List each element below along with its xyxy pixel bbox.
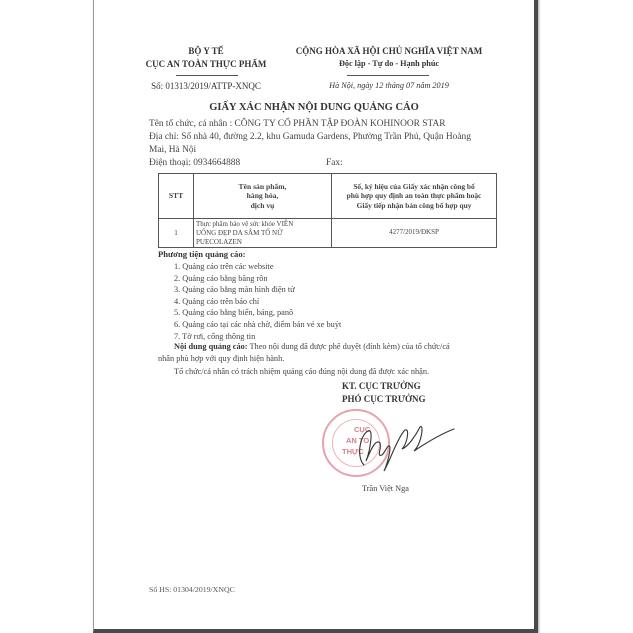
organization-name: Tên tổ chức, cá nhân : CÔNG TY CỔ PHẦN TẬP ĐOÀN KOHINOOR STAR: [149, 119, 446, 129]
signer-name: Trần Việt Nga: [362, 484, 409, 493]
signer-title: KT. CỤC TRƯỞNG: [342, 381, 421, 391]
list-item: 4. Quảng cáo trên báo chí: [174, 296, 260, 306]
responsibility-statement: Tổ chức/cá nhân có trách nhiệm quảng cáo đúng nội dung đã được xác nhận.: [174, 367, 430, 376]
media-list: [174, 261, 341, 342]
header-left-rule: [176, 75, 238, 76]
header-product: [194, 174, 332, 219]
organization-address-line1: Địa chỉ: Số nhà 40, đường 2.2, khu Gamuda Gardens, Phường Trần Phú, Quận Hoàng: [149, 132, 471, 142]
signer-subtitle: PHÓ CỤC TRƯỞNG: [342, 394, 426, 404]
list-item: 1. Quảng cáo trên các website: [174, 262, 274, 271]
list-item: 3. Quảng cáo bằng màn hình điện tử: [174, 285, 295, 295]
organization-fax: Fax:: [326, 158, 343, 168]
file-number: Số HS: 01304/2019/XNQC: [149, 585, 235, 594]
list-item: 5. Quảng cáo bằng biển, bảng, panô: [174, 308, 294, 318]
country-name: CỘNG HÒA XÃ HỘI CHỦ NGHĨA VIỆT NAM: [295, 46, 483, 56]
document-number: Số: 01313/2019/ATTP-XNQC: [151, 81, 261, 91]
stamp-text-line1: CỤC: [354, 425, 371, 434]
document-date: Hà Nội, ngày 12 tháng 07 năm 2019: [329, 81, 449, 90]
header-right-rule: [347, 75, 429, 76]
document-title: GIẤY XÁC NHẬN NỘI DUNG QUẢNG CÁO: [209, 102, 419, 113]
header-cert-line2: phù hợp quy định an toàn thực phẩm hoặc: [346, 191, 482, 201]
cell-product-line1: Thực phẩm bảo vệ sức khỏe VIÊN: [196, 219, 294, 228]
header-product-line1: Tên sản phẩm,: [238, 181, 287, 191]
cell-product-line3: PUECOLAZEN: [196, 237, 242, 246]
header-stt: STT: [159, 174, 194, 219]
document-page: [93, 0, 538, 633]
content-text: Theo nội dung đã được phê duyệt (đính kèm) của tổ chức/cá: [247, 342, 450, 351]
table-row: [159, 219, 497, 248]
organization-phone: Điện thoại: 0934664888: [149, 158, 241, 168]
header-certificate: [332, 174, 497, 219]
content-line2: nhân phù hợp với quy định hiện hành.: [158, 354, 285, 363]
cell-certificate: 4277/2019/ĐKSP: [332, 219, 497, 248]
agency-name: CỤC AN TOÀN THỰC PHẨM: [145, 59, 267, 69]
organization-address-line2: Mai, Hà Nội: [149, 145, 197, 155]
list-item: 2. Quảng cáo bằng băng rôn: [174, 273, 268, 283]
cell-stt: 1: [159, 219, 194, 248]
header-product-line3: dịch vụ: [250, 200, 275, 210]
product-table: [158, 173, 497, 248]
header-product-line2: hàng hóa,: [246, 191, 279, 201]
ministry-name: BỘ Y TẾ: [188, 46, 224, 56]
list-item: 6. Quảng cáo tại các nhà chờ, điểm bán vé xe buýt: [174, 319, 342, 329]
table-header-row: [159, 174, 497, 219]
cell-product: [194, 219, 332, 248]
list-item: 7. Tờ rơi, cổng thông tin: [174, 331, 256, 341]
cell-product-line2: UỐNG ĐẸP DA SÂM TỐ NỮ: [196, 228, 283, 237]
motto: Độc lập - Tự do - Hạnh phúc: [338, 59, 440, 68]
content-line1: [174, 342, 450, 351]
media-heading: Phương tiện quảng cáo:: [158, 249, 246, 259]
header-cert-line1: Số, ký hiệu của Giấy xác nhận công bố: [353, 181, 475, 191]
header-cert-line3: Giấy tiếp nhận bản công bố hợp quy: [356, 200, 472, 210]
stamp-text-line3: THỰC: [342, 447, 364, 456]
stamp-text-line2: AN TO: [346, 436, 370, 445]
content-label: Nội dung quảng cáo:: [174, 342, 248, 351]
signature-icon: [346, 417, 456, 477]
